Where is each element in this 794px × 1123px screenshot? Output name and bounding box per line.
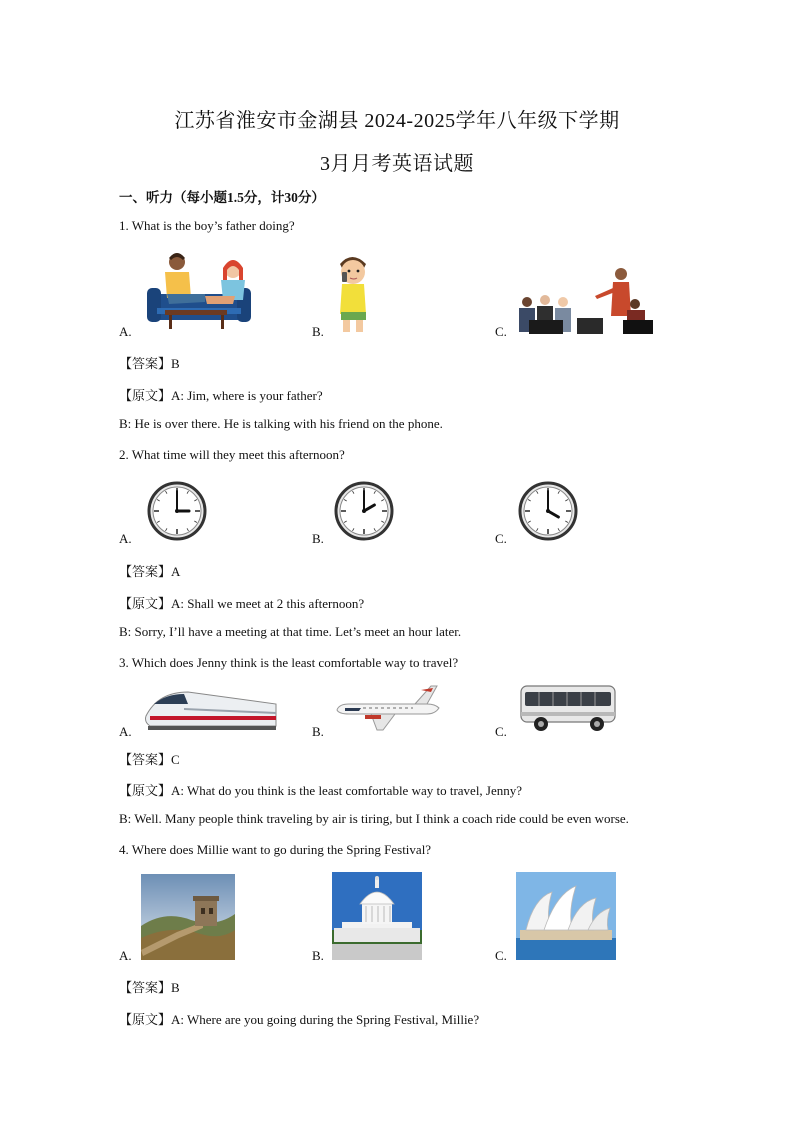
great-wall-photo xyxy=(141,874,235,960)
q3-answer: 【答案】C xyxy=(119,752,180,767)
high-speed-train-image xyxy=(144,686,278,732)
us-capitol-photo xyxy=(332,872,422,960)
question-4: 4. Where does Millie want to go during the Spring Festival? xyxy=(119,842,432,857)
q2-option-c-label: C. xyxy=(495,531,507,546)
clock-four-oclock-icon xyxy=(518,481,578,541)
q3-option-b-label: B. xyxy=(312,724,324,739)
question-1: 1. What is the boy’s father doing? xyxy=(119,218,295,233)
q2-answer: 【答案】A xyxy=(119,564,181,579)
q4-transcript-a: 【原文】A: Where are you going during the Spring Festival, Millie? xyxy=(119,1012,480,1027)
boy-on-phone-image xyxy=(334,254,372,334)
clock-two-oclock-icon xyxy=(334,481,394,541)
q2-transcript-b: B: Sorry, I’ll have a meeting at that time. Let’s meet an hour later. xyxy=(119,624,462,639)
couple-on-sofa-image xyxy=(147,250,251,332)
q2-option-b-label: B. xyxy=(312,531,324,546)
business-meeting-image xyxy=(515,266,655,336)
q3-option-a-label: A. xyxy=(119,724,132,739)
q1-transcript-a: 【原文】A: Jim, where is your father? xyxy=(119,388,323,403)
page-title-line-1: 江苏省淮安市金湖县 2024-2025学年八年级下学期 xyxy=(174,110,620,132)
q3-transcript-b: B: Well. Many people think traveling by air is tiring, but I think a coach ride could be even worse. xyxy=(119,811,629,826)
question-2: 2. What time will they meet this afternoon? xyxy=(119,447,345,462)
q1-option-a-label: A. xyxy=(119,324,132,339)
q2-transcript-a: 【原文】A: Shall we meet at 2 this afternoon? xyxy=(119,596,365,611)
q4-option-b-label: B. xyxy=(312,948,324,963)
q4-answer: 【答案】B xyxy=(119,980,180,995)
page-title-line-2: 3月月考英语试题 xyxy=(320,153,474,175)
airplane-image xyxy=(335,684,443,732)
q1-transcript-b: B: He is over there. He is talking with his friend on the phone. xyxy=(119,416,443,431)
q3-option-c-label: C. xyxy=(495,724,507,739)
coach-bus-image xyxy=(519,684,617,732)
q4-option-a-label: A. xyxy=(119,948,132,963)
clock-three-oclock-icon xyxy=(147,481,207,541)
section-heading: 一、听力（每小题1.5分，计30分） xyxy=(119,190,325,205)
q1-option-c-label: C. xyxy=(495,324,507,339)
q1-option-b-label: B. xyxy=(312,324,324,339)
q2-option-a-label: A. xyxy=(119,531,132,546)
question-3: 3. Which does Jenny think is the least comfortable way to travel? xyxy=(119,655,459,670)
sydney-opera-house-photo xyxy=(516,872,616,960)
q4-option-c-label: C. xyxy=(495,948,507,963)
q3-transcript-a: 【原文】A: What do you think is the least comfortable way to travel, Jenny? xyxy=(119,783,523,798)
q1-answer: 【答案】B xyxy=(119,356,180,371)
